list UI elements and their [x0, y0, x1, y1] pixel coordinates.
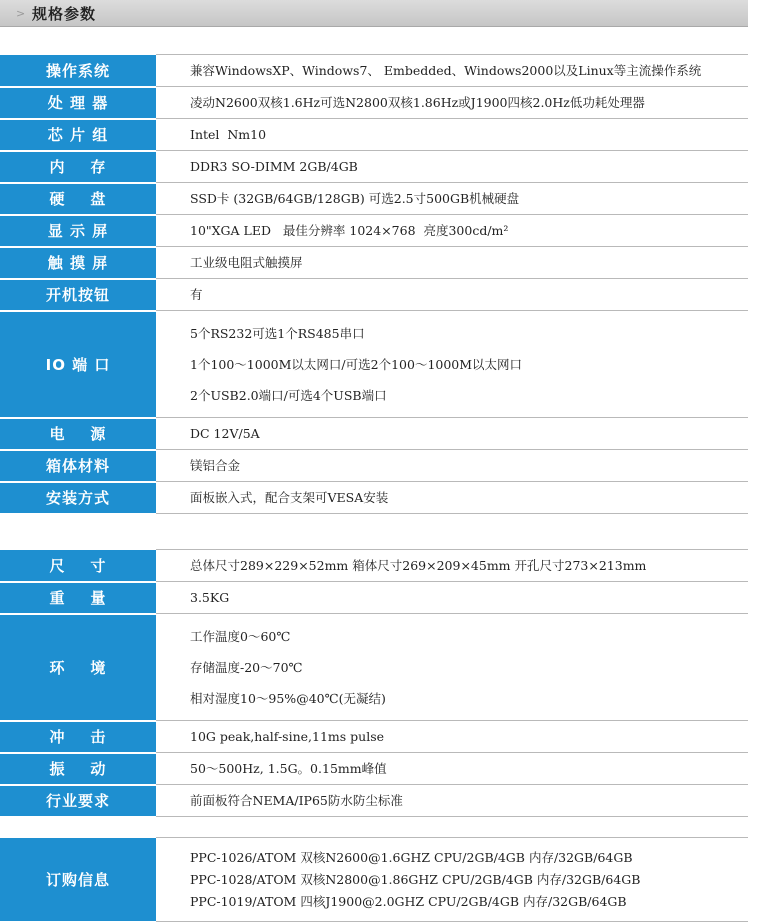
- section-title: 规格参数: [32, 4, 97, 23]
- spec-label: 硬 盘: [0, 183, 156, 215]
- spec-row: [0, 247, 748, 279]
- spec-row: [0, 838, 748, 922]
- spec-value-line: 镁铝合金: [190, 458, 241, 473]
- spec-value-line: 存储温度-20～70℃: [190, 659, 303, 675]
- spec-value: [156, 614, 748, 721]
- spec-value: [156, 247, 748, 279]
- spec-value: [156, 785, 748, 817]
- spec-value-line: 面板嵌入式，配合支架可VESA安装: [190, 490, 389, 505]
- spec-value-line: DC 12V/5A: [190, 426, 260, 441]
- spec-value-line: 3.5KG: [190, 590, 230, 605]
- spec-row: [0, 418, 748, 450]
- spec-value-line: 有: [190, 287, 203, 302]
- spec-label: 尺 寸: [0, 550, 156, 582]
- spec-row: [0, 482, 748, 514]
- spec-value-line: Intel Nm10: [190, 127, 267, 142]
- spec-label: 电 源: [0, 418, 156, 450]
- spec-label: 开机按钮: [0, 279, 156, 311]
- spec-row: [0, 550, 748, 582]
- spec-value: [156, 279, 748, 311]
- spec-row: [0, 87, 748, 119]
- spec-label: 环 境: [0, 614, 156, 721]
- spec-value: [156, 550, 748, 582]
- spec-value-line: 前面板符合NEMA/IP65防水防尘标准: [190, 793, 403, 808]
- spec-value-line: PPC-1026/ATOM 双核N2600@1.6GHZ CPU/2GB/4GB 内存/32GB/64GB: [190, 849, 633, 865]
- spec-value: [156, 215, 748, 247]
- spec-value-line: 兼容WindowsXP、Windows7、 Embedded、Windows2000以及Linux等主流操作系统: [190, 63, 702, 78]
- spec-value: [156, 183, 748, 215]
- spec-value: [156, 151, 748, 183]
- spec-table-physical: [0, 549, 748, 818]
- spec-table-ordering: [0, 837, 748, 923]
- spec-value-line: DDR3 SO-DIMM 2GB/4GB: [190, 159, 358, 174]
- spec-value: [156, 582, 748, 614]
- spec-label: IO 端 口: [0, 311, 156, 418]
- section-header: [0, 0, 748, 27]
- spec-row: [0, 215, 748, 247]
- spec-row: [0, 183, 748, 215]
- spec-label: 重 量: [0, 582, 156, 614]
- spec-label: 芯 片 组: [0, 119, 156, 151]
- spec-label: 安装方式: [0, 482, 156, 514]
- spec-value-line: 10"XGA LED 最佳分辨率 1024×768 亮度300cd/m²: [190, 223, 509, 238]
- spec-label: 箱体材料: [0, 450, 156, 482]
- spec-value-line: 工业级电阻式触摸屏: [190, 255, 303, 270]
- spec-row: [0, 582, 748, 614]
- spec-table-hardware: [0, 54, 748, 515]
- spec-value-line: 工作温度0～60℃: [190, 628, 291, 644]
- spec-row: [0, 151, 748, 183]
- spec-value-line: 2个USB2.0端口/可选4个USB端口: [190, 387, 387, 403]
- spec-label: 处 理 器: [0, 87, 156, 119]
- spec-value-line: PPC-1028/ATOM 双核N2800@1.86GHZ CPU/2GB/4GB 内存/32GB/64GB: [190, 871, 641, 887]
- spec-row: [0, 614, 748, 721]
- spec-value-line: 总体尺寸289×229×52mm 箱体尺寸269×209×45mm 开孔尺寸273×213mm: [190, 558, 647, 573]
- spec-row: [0, 279, 748, 311]
- spec-row: [0, 753, 748, 785]
- spec-label: 内 存: [0, 151, 156, 183]
- spec-value-line: SSD卡 (32GB/64GB/128GB) 可选2.5寸500GB机械硬盘: [190, 191, 520, 206]
- spec-row: [0, 721, 748, 753]
- spec-label: 操作系统: [0, 55, 156, 87]
- spec-value: [156, 55, 748, 87]
- spec-value: [156, 418, 748, 450]
- chevron-right-icon: >: [16, 6, 26, 20]
- spec-label: 显 示 屏: [0, 215, 156, 247]
- spec-value-line: 10G peak,half-sine,11ms pulse: [190, 729, 385, 744]
- spec-label: 触 摸 屏: [0, 247, 156, 279]
- spec-value-line: 5个RS232可选1个RS485串口: [190, 325, 365, 341]
- spec-value-line: PPC-1019/ATOM 四核J1900@2.0GHZ CPU/2GB/4GB 内存/32GB/64GB: [190, 893, 627, 909]
- spec-value: [156, 753, 748, 785]
- spec-row: [0, 119, 748, 151]
- spec-value: [156, 838, 748, 922]
- spec-value: [156, 721, 748, 753]
- spec-value-line: 凌动N2600双核1.6Hz可选N2800双核1.86Hz或J1900四核2.0Hz低功耗处理器: [190, 95, 645, 110]
- spec-value: [156, 450, 748, 482]
- spec-value: [156, 311, 748, 418]
- spec-row: [0, 55, 748, 87]
- spec-label: 振 动: [0, 753, 156, 785]
- spec-label: 冲 击: [0, 721, 156, 753]
- spec-value: [156, 482, 748, 514]
- spec-value: [156, 87, 748, 119]
- spec-label: 订购信息: [0, 838, 156, 922]
- spec-value-line: 50～500Hz, 1.5G。0.15mm峰值: [190, 761, 387, 776]
- spec-value-line: 相对湿度10～95%@40℃(无凝结): [190, 690, 386, 706]
- spec-label: 行业要求: [0, 785, 156, 817]
- spec-row: [0, 311, 748, 418]
- spec-row: [0, 785, 748, 817]
- spec-value: [156, 119, 748, 151]
- spec-row: [0, 450, 748, 482]
- spec-value-line: 1个100～1000M以太网口/可选2个100～1000M以太网口: [190, 356, 523, 372]
